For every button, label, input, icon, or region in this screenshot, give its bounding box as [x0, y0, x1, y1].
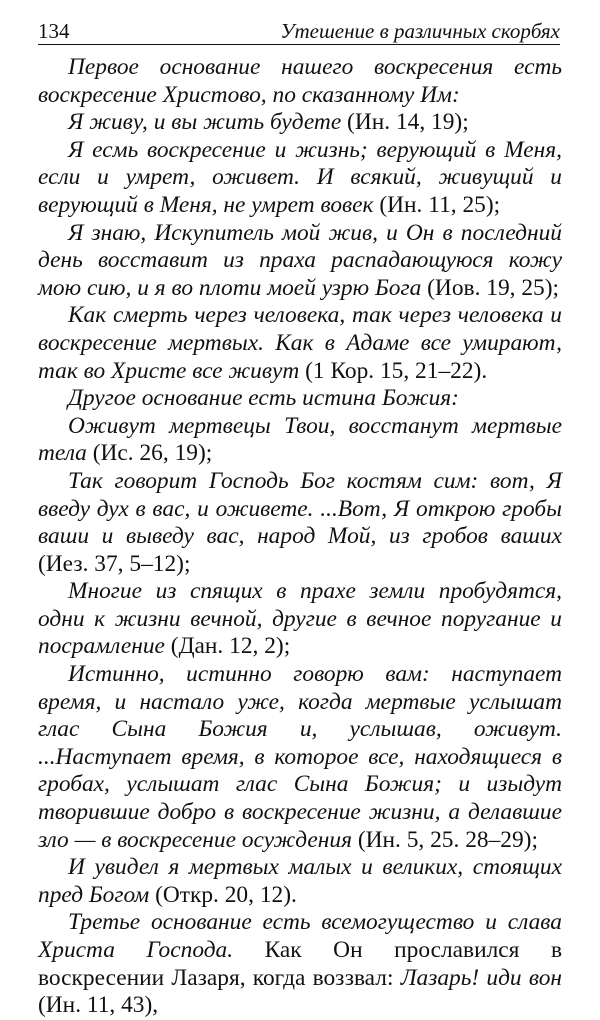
scripture-quote: Я живу, и вы жить будете [68, 109, 342, 136]
scripture-quote: Истинно, истинно говорю вам: наступает время, и настало уже, когда мертвые услышат глас Сына Божия и, услышав, оживут. ...Наступает время, в которое все, находящиеся в гробах, услышат глас Сына Божия; и изыдут творившие добро в воскресение жизни, а делавшие зло — в воскресение осуждения [38, 661, 562, 853]
scripture-reference: (Ин. 11, 25); [373, 191, 501, 218]
scripture-quote: И увидел я мертвых малых и великих, стоящих пред Богом [38, 854, 562, 908]
scripture-quote: Оживут мертвецы Твои, восстанут мертвые тела [38, 412, 562, 467]
paragraph-5 [38, 302, 562, 385]
paragraph-9 [38, 578, 562, 661]
scripture-reference: (Ин. 11, 43), [38, 992, 159, 1019]
text-body [38, 54, 562, 1020]
scripture-reference: (1 Кор. 15, 21–22). [299, 357, 488, 384]
paragraph-8 [38, 468, 562, 578]
scripture-text: Первое основание нашего воскресения есть воскресение Христово, по сказанному Им: [38, 54, 562, 108]
scripture-text: Третье основание есть всемогущество и слава Христа Господа. [38, 909, 562, 963]
body-text: Как Он прославился в воскресении Лазаря, когда воззвал: [38, 937, 562, 991]
paragraph-1 [38, 54, 562, 109]
scripture-reference: (Иез. 37, 5–12); [38, 550, 191, 577]
scripture-quote: Так говорит Господь Бог костям сим: вот, Я введу дух в вас, и оживете. ...Вот, Я открою гробы ваши и выведу вас, народ Мой, из гробов ваших [38, 467, 562, 550]
paragraph-4 [38, 220, 562, 303]
paragraph-6 [38, 385, 562, 413]
paragraph-10 [38, 661, 562, 854]
scripture-quote: Как смерть через человека, так через человека и воскресение мертвых. Как в Адаме все умирают, так во Христе все живут [38, 302, 562, 384]
scripture-reference: (Откр. 20, 12). [149, 881, 297, 908]
scripture-quote: Лазарь! иди вон [400, 964, 562, 991]
paragraph-2 [38, 109, 562, 137]
scripture-reference: (Ин. 14, 19); [341, 109, 469, 136]
scripture-reference: (Ин. 5, 25. 28–29); [351, 826, 538, 853]
running-title: Утешение в различных скорбях [280, 19, 560, 43]
paragraph-12 [38, 909, 562, 1019]
page-header [38, 14, 560, 45]
paragraph-3 [38, 137, 562, 220]
scripture-reference: (Дан. 12, 2); [164, 633, 291, 660]
scripture-text: Другое основание есть истина Божия: [68, 385, 459, 412]
scripture-reference: (Иов. 19, 25); [421, 274, 560, 301]
scripture-reference: (Ис. 26, 19); [86, 440, 213, 467]
paragraph-7 [38, 413, 562, 468]
scripture-quote: Я есмь воскресение и жизнь; верующий в Меня, если и умрет, оживет. И всякий, живущий и верующий в Меня, не умрет вовек [38, 136, 562, 218]
paragraph-11 [38, 854, 562, 909]
page-number: 134 [38, 19, 70, 43]
scripture-quote: Многие из спящих в прахе земли пробудятся, одни к жизни вечной, другие в вечное поругание и посрамление [38, 578, 562, 660]
scripture-quote: Я знаю, Искупитель мой жив, и Он в последний день восставит из праха распадающуюся кожу мою сию, и я во плоти моей узрю Бога [38, 219, 562, 301]
